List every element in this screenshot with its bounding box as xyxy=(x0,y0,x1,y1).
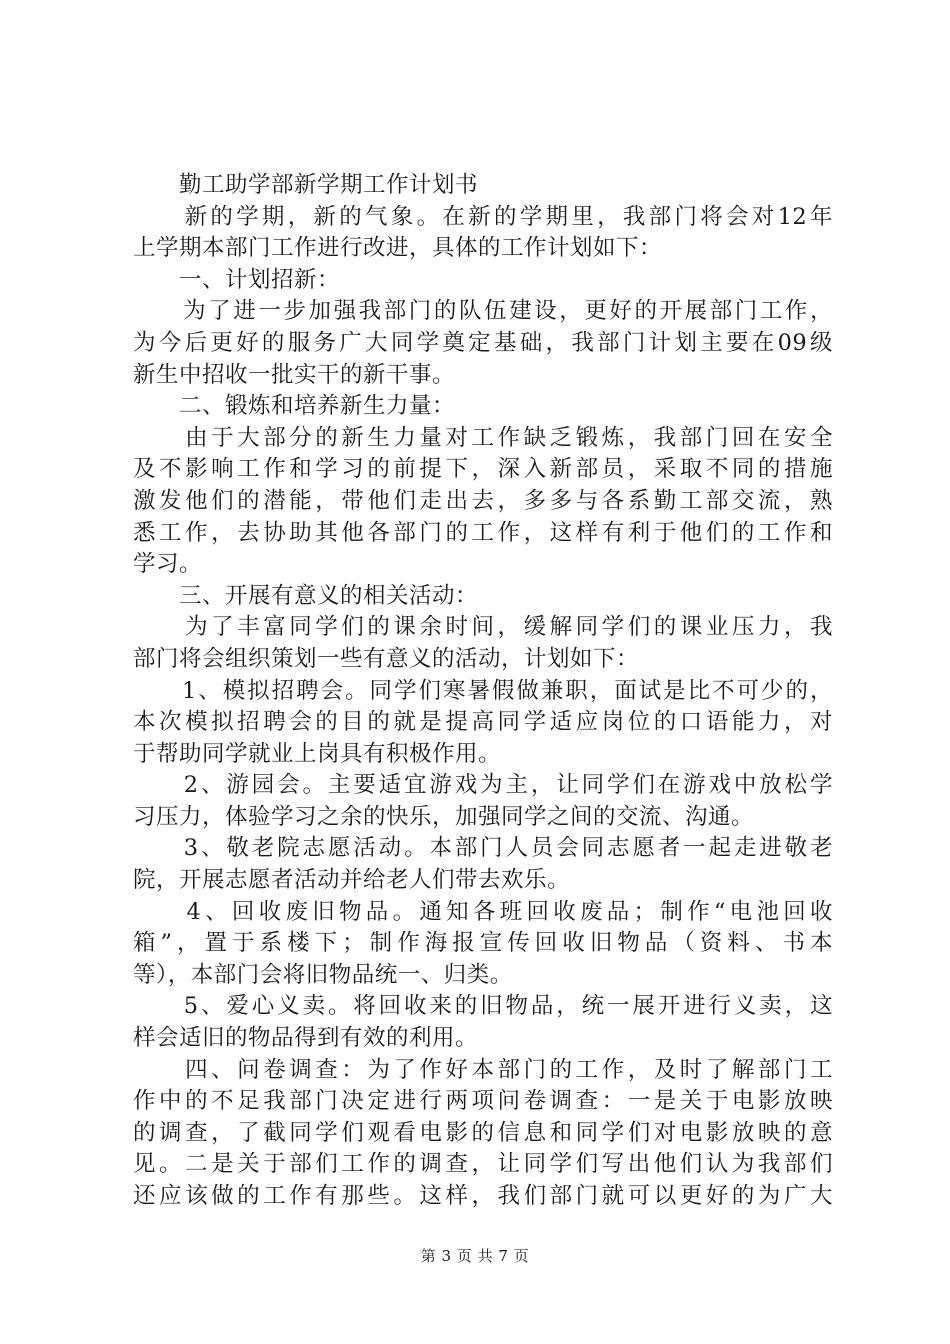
paragraph-line: 等），本部门会将旧物品统一、归类。 xyxy=(133,961,513,988)
paragraph-line: 4、回收废旧物品。通知各班回收废品；制作“电池回收 xyxy=(133,898,833,925)
paragraph-line: 2、游园会。主要适宜游戏为主，让同学们在游戏中放松学 xyxy=(133,772,833,799)
paragraph-line: 1、模拟招聘会。同学们寒暑假做兼职，面试是比不可少的， xyxy=(133,677,833,704)
paragraph-line: 上学期本部门工作进行改进，具体的工作计划如下： xyxy=(133,235,663,262)
paragraph-line: 习压力，体验学习之余的快乐，加强同学之间的交流、沟通。 xyxy=(133,803,755,830)
paragraph-line: 为今后更好的服务广大同学奠定基础，我部门计划主要在09级 xyxy=(133,329,833,356)
paragraph-line: 四、问卷调查：为了作好本部门的工作，及时了解部门工 xyxy=(133,1056,833,1083)
paragraph-line: 院，开展志愿者活动并给老人们带去欢乐。 xyxy=(133,867,571,894)
paragraph-line: 作中的不足我部门决定进行两项问卷调查：一是关于电影放映 xyxy=(133,1088,833,1115)
paragraph-line: 及不影响工作和学习的前提下，深入新部员，采取不同的措施 xyxy=(133,456,833,483)
paragraph-line: 新的学期，新的气象。在新的学期里，我部门将会对12年 xyxy=(133,203,833,230)
paragraph-line: 5、爱心义卖。将回收来的旧物品，统一展开进行义卖，这 xyxy=(133,993,833,1020)
paragraph-line: 激发他们的潜能，带他们走出去，多多与各系勤工部交流，熟 xyxy=(133,487,833,514)
paragraph-line: 学习。 xyxy=(133,551,203,578)
paragraph-line: 的调查，了截同学们观看电影的信息和同学们对电影放映的意 xyxy=(133,1119,833,1146)
paragraph-line: 于帮助同学就业上岗具有积极作用。 xyxy=(133,740,502,767)
paragraph-line: 还应该做的工作有那些。这样，我们部门就可以更好的为广大 xyxy=(133,1183,833,1209)
paragraph-line: 二、锻炼和培养新生力量： xyxy=(133,393,456,420)
paragraph-line: 样会适旧的物品得到有效的利用。 xyxy=(133,1025,479,1052)
paragraph-line: 部门将会组织策划一些有意义的活动，计划如下： xyxy=(133,645,640,672)
paragraph-line: 为了进一步加强我部门的队伍建设，更好的开展部门工作， xyxy=(133,298,833,325)
paragraph-line: 由于大部分的新生力量对工作缺乏锻炼，我部门回在安全 xyxy=(133,424,833,451)
document-title: 勤工助学部新学期工作计划书 xyxy=(133,172,479,198)
paragraph-line: 3、敬老院志愿活动。本部门人员会同志愿者一起走进敬老 xyxy=(133,835,833,862)
document-body xyxy=(133,170,833,1213)
paragraph-line: 新生中招收一批实干的新干事。 xyxy=(133,361,456,388)
page-number-footer: 第 3 页 共 7 页 xyxy=(420,1247,530,1265)
paragraph-line: 箱”，置于系楼下；制作海报宣传回收旧物品（资料、书本 xyxy=(133,930,833,957)
paragraph-line: 悉工作，去协助其他各部门的工作，这样有利于他们的工作和 xyxy=(133,519,833,546)
paragraph-line: 本次模拟招聘会的目的就是提高同学适应岗位的口语能力，对 xyxy=(133,709,833,736)
paragraph-line: 见。二是关于部们工作的调查，让同学们写出他们认为我部们 xyxy=(133,1151,833,1178)
paragraph-line: 一、计划招新： xyxy=(133,266,341,293)
paragraph-line: 为了丰富同学们的课余时间，缓解同学们的课业压力，我 xyxy=(133,614,833,641)
paragraph-line: 三、开展有意义的相关活动： xyxy=(133,582,479,609)
